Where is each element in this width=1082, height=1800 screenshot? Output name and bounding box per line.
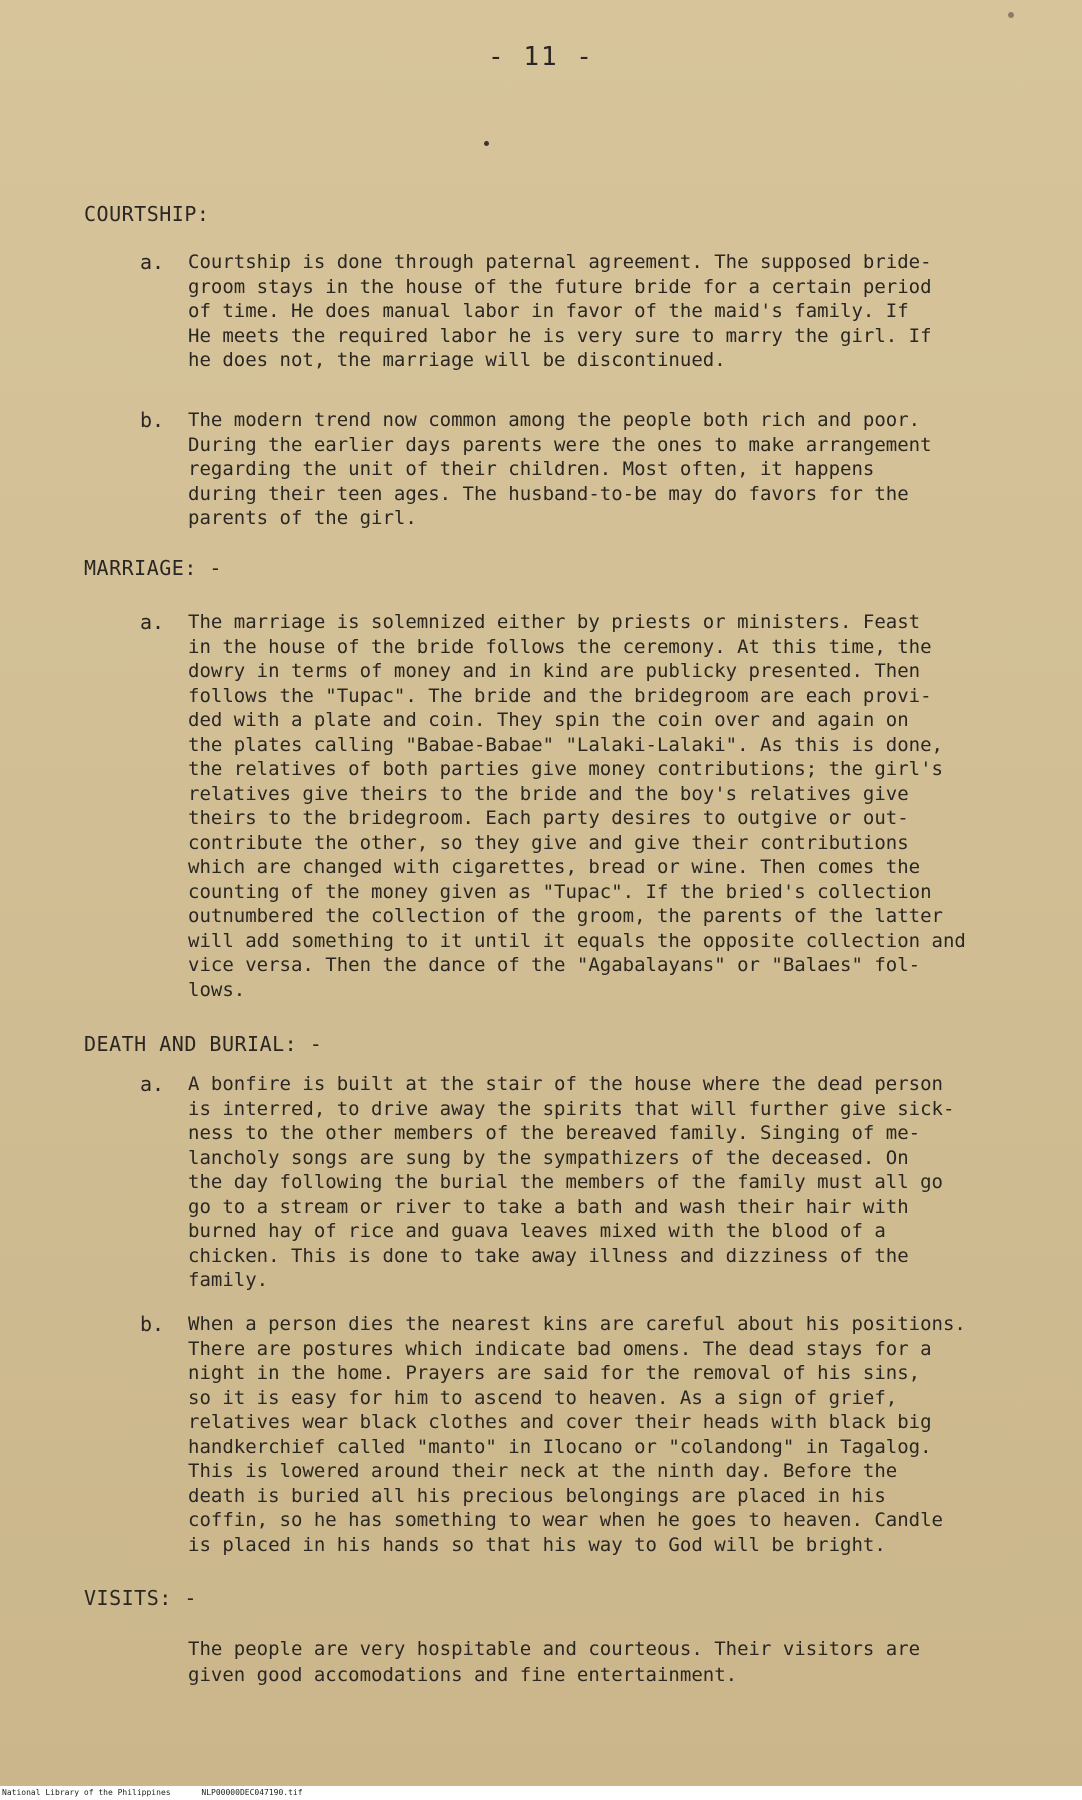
paragraph-text: Courtship is done through paternal agreement. The supposed bride- groom stays in the house of the future bride for a certain period of time. He does manual labor in favor of the maid's family. If He meets the required labor he is very sure to marry the girl. If he does not, the marriage will be discontinued. xyxy=(188,251,932,371)
scan-footer xyxy=(0,1786,1082,1800)
paragraph-text: When a person dies the nearest kins are careful about his positions. There are postures which indicate bad omens. The dead stays for a night in the home. Prayers are said for the removal of his sins, so it is easy for him to ascend to heaven. As a sign of grief, relatives wear black clothes and cover their heads with black big handkerchief called "manto" in Ilocano or "colandong" in Tagalog. This is lowered around their neck at the ninth day. Before the death is buried all his precious belongings are placed in his coffin, so he has something to wear when he goes to heaven. Candle is placed in his hands so that his way to God will be bright. xyxy=(188,1313,966,1556)
footer-source: National Library of the Philippines xyxy=(2,1788,171,1797)
item-marker: a. xyxy=(140,250,165,274)
marriage-item-a xyxy=(140,610,1060,1002)
footer-file: NLP00000DEC047190.tif xyxy=(201,1788,303,1797)
death-burial-item-a xyxy=(140,1072,1060,1293)
death-burial-item-b xyxy=(140,1312,1060,1557)
section-heading-marriage: MARRIAGE: - xyxy=(84,556,222,580)
paragraph-text: The modern trend now common among the people both rich and poor. During the earlier days parents were the ones to make arrangement regarding the unit of their children. Most often, it happens during their teen ages. The husband-to-be may do favors for the parents of the girl. xyxy=(188,409,932,529)
ink-speck-top-right xyxy=(1008,12,1014,18)
item-marker: b. xyxy=(140,408,165,432)
paragraph-text: The marriage is solemnized either by priests or ministers. Feast in the house of the bride follows the ceremony. At this time, the dowry in terms of money and in kind are publicky presented. Then follows the "Tupac". The bride and the bridegroom are each provi- ded with a plate and coin. They spin the coin over and again on the plates calling "Babae-Babae" "Lalaki-Lalaki". As this is done, the relatives of both parties give money contributions; the girl's relatives give theirs to the bride and the boy's relatives give theirs to the bridegroom. Each party desires to outgive or out- contribute the other, so they give and give their contributions which are changed with cigarettes, bread or wine. Then comes the counting of the money given as "Tupac". If the bried's collection outnumbered the collection of the groom, the parents of the latter will add something to it until it equals the opposite collection and vice versa. Then the dance of the "Agabalayans" or "Balaes" fol- lows. xyxy=(188,611,966,1001)
item-marker: a. xyxy=(140,610,165,634)
page-number: - 11 - xyxy=(488,42,594,72)
section-heading-courtship: COURTSHIP: xyxy=(84,202,210,226)
item-marker: b. xyxy=(140,1312,165,1336)
paragraph-text: A bonfire is built at the stair of the house where the dead person is interred, to drive away the spirits that will further give sick- ness to the other members of the bereaved family. Singing of me- lancholy songs are sung by the sympathizers of the deceased. On the day following the burial the members of the family must all go go to a stream or river to take a bath and wash their hair with burned hay of rice and guava leaves mixed with the blood of a chicken. This is done to take away illness and dizziness of the family. xyxy=(188,1073,955,1291)
courtship-item-a xyxy=(140,250,1060,373)
visits-paragraph: The people are very hospitable and courteous. Their visitors are given good accomodations and fine entertainment. xyxy=(188,1638,921,1686)
courtship-item-b xyxy=(140,408,1060,531)
ink-speck-center xyxy=(484,141,489,146)
section-heading-death-burial: DEATH AND BURIAL: - xyxy=(84,1032,323,1056)
section-heading-visits: VISITS: - xyxy=(84,1586,197,1610)
item-marker: a. xyxy=(140,1072,165,1096)
